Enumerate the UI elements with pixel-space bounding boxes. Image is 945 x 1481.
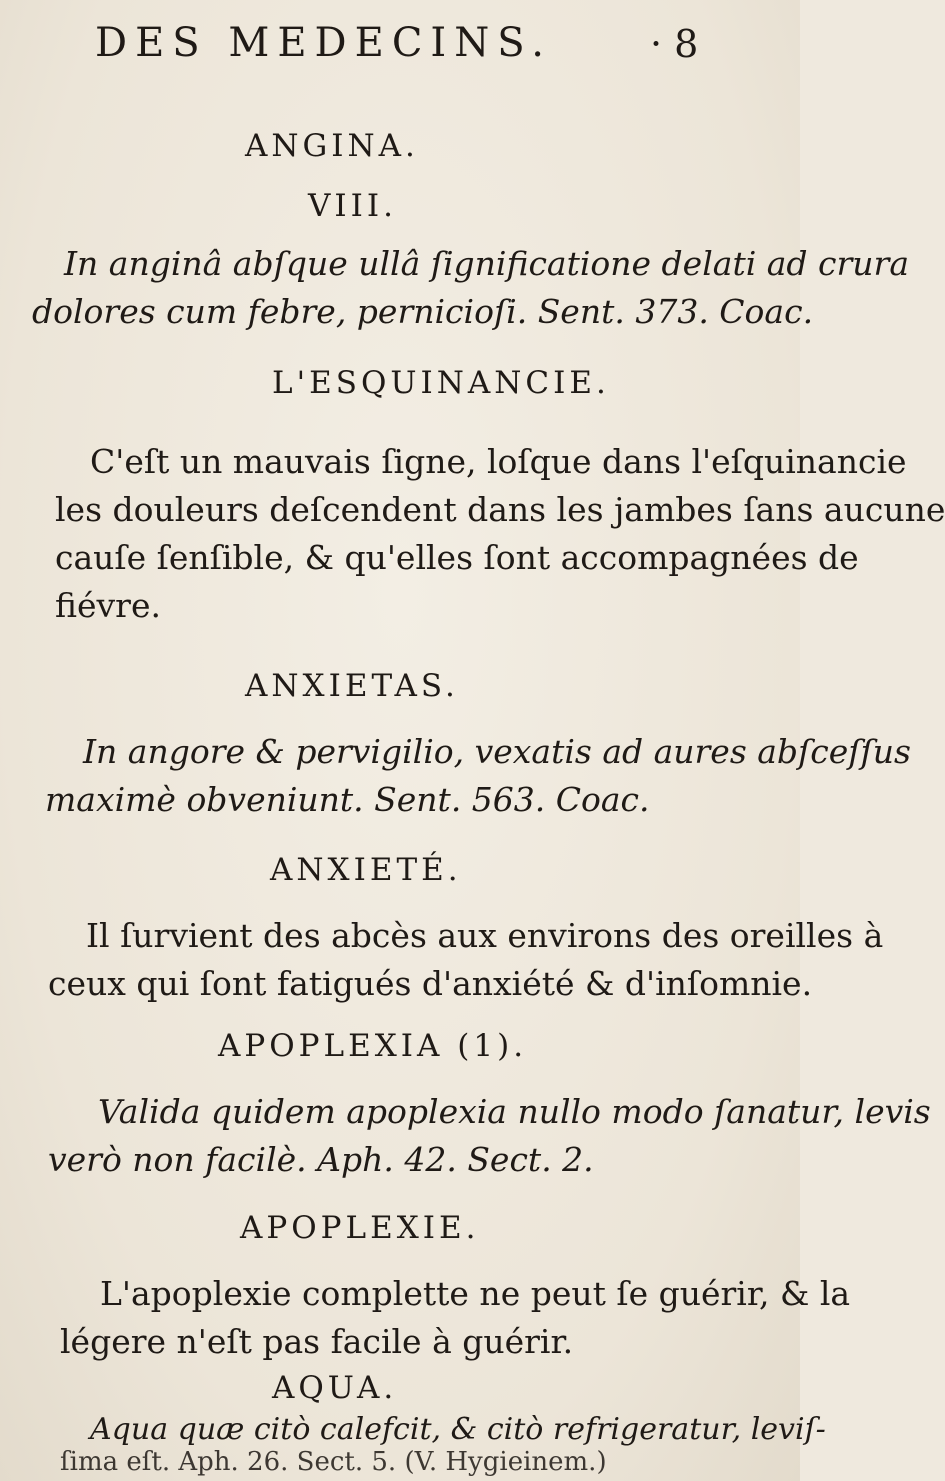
paragraph-line: fiévre.	[55, 586, 161, 625]
paragraph-line: In anginâ abſque ullâ ſignificatione delati ad crura	[64, 244, 909, 283]
paragraph-line: maximè obveniunt. Sent. 563. Coac.	[45, 780, 650, 819]
section-heading-angina: ANGINA.	[245, 128, 419, 164]
section-heading-esquinancie: L'ESQUINANCIE.	[272, 365, 610, 401]
paragraph-line: L'apoplexie complette ne peut ſe guérir, & la	[100, 1274, 851, 1313]
paragraph-angina	[32, 240, 909, 336]
section-heading-anxietas: ANXIETAS.	[245, 668, 459, 704]
section-heading-apoplexia: APOPLEXIA (1).	[218, 1028, 528, 1064]
paragraph-anxiete	[48, 912, 883, 1008]
paragraph-line: Aqua quæ citò calefcit, & citò refrigeratur, leviſ-	[90, 1412, 826, 1447]
paragraph-esquinancie	[55, 438, 945, 630]
paragraph-line: ſima eſt. Aph. 26. Sect. 5. (V. Hygieinem.)	[60, 1447, 607, 1477]
section-heading-anxiete: ANXIETÉ.	[270, 852, 462, 888]
paragraph-line: les douleurs deſcendent dans les jambes ſans aucune	[55, 490, 945, 529]
paragraph-apoplexie	[60, 1270, 850, 1366]
running-head: DES MEDECINS.	[95, 20, 552, 66]
paragraph-line: verò non facilè. Aph. 42. Sect. 2.	[48, 1140, 594, 1179]
paragraph-line: cauſe ſenſible, & qu'elles ſont accompagnées de	[55, 538, 859, 577]
section-subheading-viii: VIII.	[308, 188, 397, 224]
section-heading-aqua: AQUA.	[272, 1370, 398, 1406]
page-mark: · 8	[650, 22, 699, 66]
paragraph-line: légere n'eſt pas facile à guérir.	[60, 1322, 574, 1361]
paragraph-line: Il ſurvient des abcès aux environs des oreilles à	[86, 916, 884, 955]
paragraph-line: In angore & pervigilio, vexatis ad aures abſceſſus	[83, 732, 911, 771]
paragraph-anxietas	[45, 728, 911, 824]
paragraph-apoplexia	[48, 1088, 931, 1184]
section-heading-apoplexie: APOPLEXIE.	[240, 1210, 480, 1246]
paragraph-line: ceux qui ſont fatigués d'anxiété & d'inſomnie.	[48, 964, 813, 1003]
paragraph-line: dolores cum febre, pernicioſi. Sent. 373. Coac.	[32, 292, 814, 331]
paragraph-aqua	[60, 1410, 826, 1450]
paragraph-line: C'eſt un mauvais ſigne, loſque dans l'eſquinancie	[90, 442, 907, 481]
paragraph-line: Valida quidem apoplexia nullo modo ſanatur, levis	[98, 1092, 931, 1131]
paragraph-aqua-continued	[60, 1446, 607, 1478]
